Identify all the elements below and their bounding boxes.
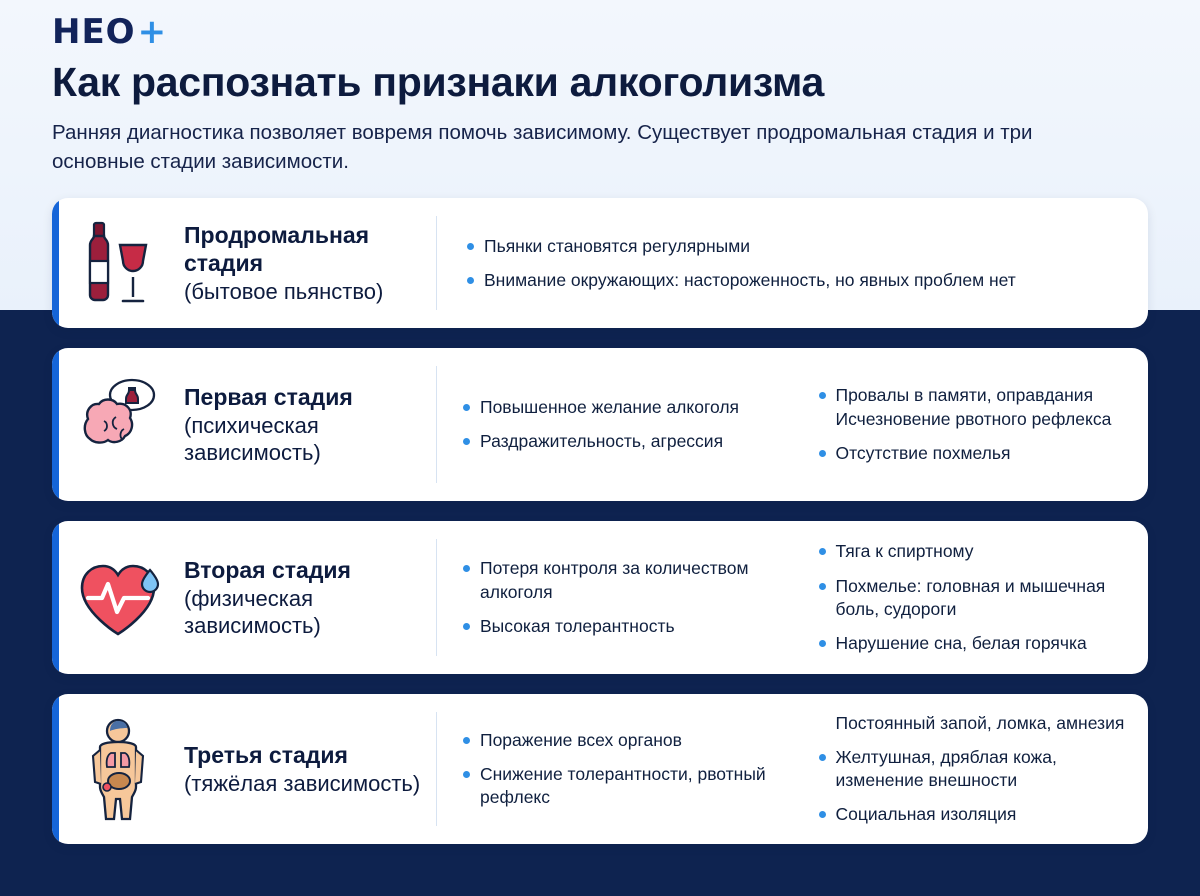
list-item-label: Тяга к спиртному bbox=[835, 541, 974, 562]
list-item bbox=[463, 763, 779, 809]
bullet-dot-icon bbox=[819, 754, 826, 761]
list-item-label: Желтушная, дряблая кожа, изменение внешности bbox=[835, 747, 1057, 791]
bullet-dot-icon bbox=[467, 243, 474, 250]
stage-title-sub: (психическая зависимость) bbox=[184, 412, 321, 465]
human-body-organs-icon bbox=[52, 694, 184, 844]
stage-title-sub: (бытовое пьянство) bbox=[184, 279, 384, 305]
bullet-column bbox=[437, 348, 793, 501]
list-item-label: Высокая толерантность bbox=[480, 615, 675, 636]
list-item bbox=[463, 557, 779, 603]
heart-with-pulse-icon bbox=[52, 521, 184, 674]
list-item bbox=[463, 396, 779, 419]
bullet-dot-icon bbox=[819, 392, 826, 399]
list-item-label: Повышенное желание алкоголя bbox=[480, 397, 740, 418]
stage-card bbox=[52, 521, 1148, 674]
bullet-column bbox=[793, 694, 1149, 844]
page-subtitle: Ранняя диагностика позволяет вовремя помочь зависимому. Существует продромальная стадия и три основные стадии зависимости. bbox=[52, 120, 1033, 174]
stage-title bbox=[184, 521, 436, 674]
list-item bbox=[819, 575, 1135, 621]
stage-title-strong: Вторая стадия bbox=[184, 556, 351, 583]
brand-name: HEO bbox=[52, 12, 136, 52]
list-item-label: Нарушение сна, белая горячка bbox=[835, 632, 1087, 653]
bullet-column bbox=[793, 521, 1149, 674]
bullet-column bbox=[437, 694, 793, 844]
list-item-label: Отсутствие похмелья bbox=[835, 442, 1011, 463]
stage-card bbox=[52, 348, 1148, 501]
list-item bbox=[463, 615, 779, 638]
stage-card bbox=[52, 198, 1148, 328]
bullet-dot-icon bbox=[463, 771, 470, 778]
bullet-dot-icon bbox=[819, 811, 826, 818]
list-item-label: Постоянный запой, ломка, амнезия bbox=[835, 712, 1125, 733]
bullet-dot-icon bbox=[819, 450, 826, 457]
stage-card bbox=[52, 694, 1148, 844]
list-item-label: Снижение толерантности, рвотный рефлекс bbox=[480, 764, 766, 808]
stage-title-strong: Продромальная стадия bbox=[184, 221, 370, 277]
list-item-label: Раздражительность, агрессия bbox=[480, 431, 724, 452]
list-item bbox=[819, 384, 1135, 430]
bullet-column bbox=[437, 521, 793, 674]
list-item-label: Внимание окружающих: настороженность, но явных проблем нет bbox=[484, 269, 1016, 290]
list-item bbox=[463, 430, 779, 453]
bullet-dot-icon bbox=[463, 737, 470, 744]
list-item-label: Социальная изоляция bbox=[835, 804, 1017, 825]
brand-logo bbox=[52, 0, 1148, 52]
stage-title-sub: (физическая зависимость) bbox=[184, 585, 321, 638]
bullet-dot-icon bbox=[463, 404, 470, 411]
wine-bottle-and-glass-icon bbox=[52, 198, 184, 328]
list-item-label: Поражение всех органов bbox=[480, 729, 682, 750]
stage-card-list bbox=[52, 198, 1148, 844]
stage-title bbox=[184, 198, 436, 328]
list-item bbox=[819, 712, 1135, 735]
bullet-dot-icon bbox=[463, 438, 470, 445]
stage-title bbox=[184, 348, 436, 501]
bullet-dot-icon bbox=[819, 548, 826, 555]
list-item-label: Пьянки становятся регулярными bbox=[484, 235, 750, 256]
list-item bbox=[819, 632, 1135, 655]
bullet-dot-icon bbox=[463, 623, 470, 630]
stage-title-strong: Первая стадия bbox=[184, 383, 353, 410]
bullet-columns bbox=[437, 521, 1148, 674]
list-item bbox=[467, 235, 1134, 258]
bullet-dot-icon bbox=[819, 640, 826, 647]
list-item bbox=[819, 540, 1135, 563]
bullet-dot-icon bbox=[819, 583, 826, 590]
bullet-column bbox=[437, 219, 1148, 308]
stage-title-strong: Третья стадия bbox=[184, 742, 348, 768]
brain-with-thought-bubble-icon bbox=[52, 348, 184, 501]
stage-title-sub: (тяжёлая зависимость) bbox=[184, 770, 421, 796]
list-item-label: Провалы в памяти, оправдания Исчезновение рвотного рефлекса bbox=[835, 385, 1112, 429]
list-item bbox=[463, 729, 779, 752]
bullet-columns bbox=[437, 198, 1148, 328]
list-item-label: Потеря контроля за количеством алкоголя bbox=[480, 558, 749, 602]
bullet-column bbox=[793, 348, 1149, 501]
bullet-columns bbox=[437, 348, 1148, 501]
page-title: Как распознать признаки алкоголизма bbox=[52, 59, 824, 105]
bullet-columns bbox=[437, 694, 1148, 844]
list-item bbox=[819, 803, 1135, 826]
list-item-label: Похмелье: головная и мышечная боль, судороги bbox=[835, 575, 1106, 619]
list-item bbox=[467, 269, 1134, 292]
brand-plus-icon: + bbox=[137, 12, 167, 52]
list-item bbox=[819, 746, 1135, 792]
list-item bbox=[819, 442, 1135, 465]
bullet-dot-icon bbox=[463, 565, 470, 572]
stage-title bbox=[184, 694, 436, 844]
bullet-dot-icon bbox=[467, 277, 474, 284]
